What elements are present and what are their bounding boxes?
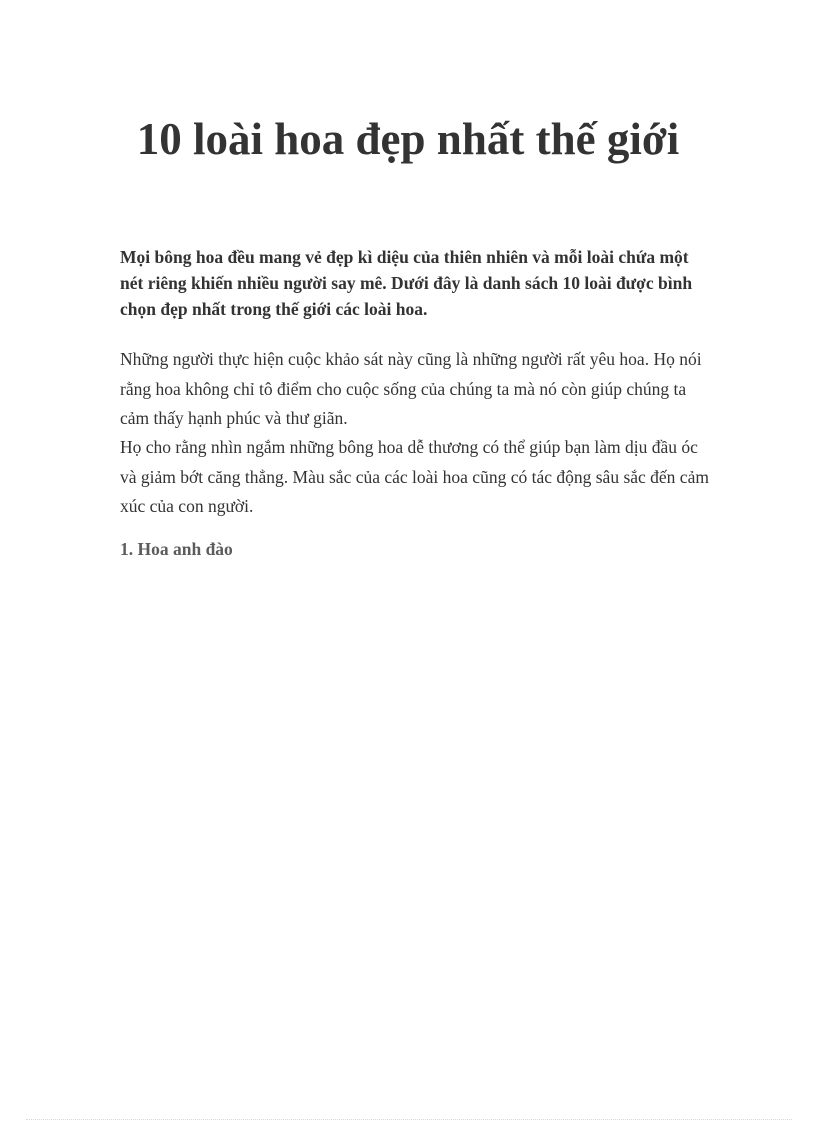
document-title: 10 loài hoa đẹp nhất thế giới: [136, 114, 680, 164]
body-paragraph-2: Họ cho rằng nhìn ngắm những bông hoa dễ thương có thể giúp bạn làm dịu đầu óc và giảm bớt căng thẳng. Màu sắc của các loài hoa cũng có tác động sâu sắc đến cảm xúc của con người.: [120, 437, 709, 516]
page-bottom-divider: [26, 1119, 792, 1120]
body-paragraph-1: Những người thực hiện cuộc khảo sát này cũng là những người rất yêu hoa. Họ nói rằng hoa không chỉ tô điểm cho cuộc sống của chúng ta mà nó còn giúp chúng ta cảm thấy hạnh phúc và thư giãn.: [120, 349, 702, 428]
lead-paragraph: Mọi bông hoa đều mang vẻ đẹp kì diệu của thiên nhiên và mỗi loài chứa một nét riêng khiến nhiều người say mê. Dưới đây là danh sách 10 loài được bình chọn đẹp nhất trong thế giới các loài hoa.: [120, 247, 693, 319]
section-heading: 1. Hoa anh đào: [120, 539, 233, 559]
